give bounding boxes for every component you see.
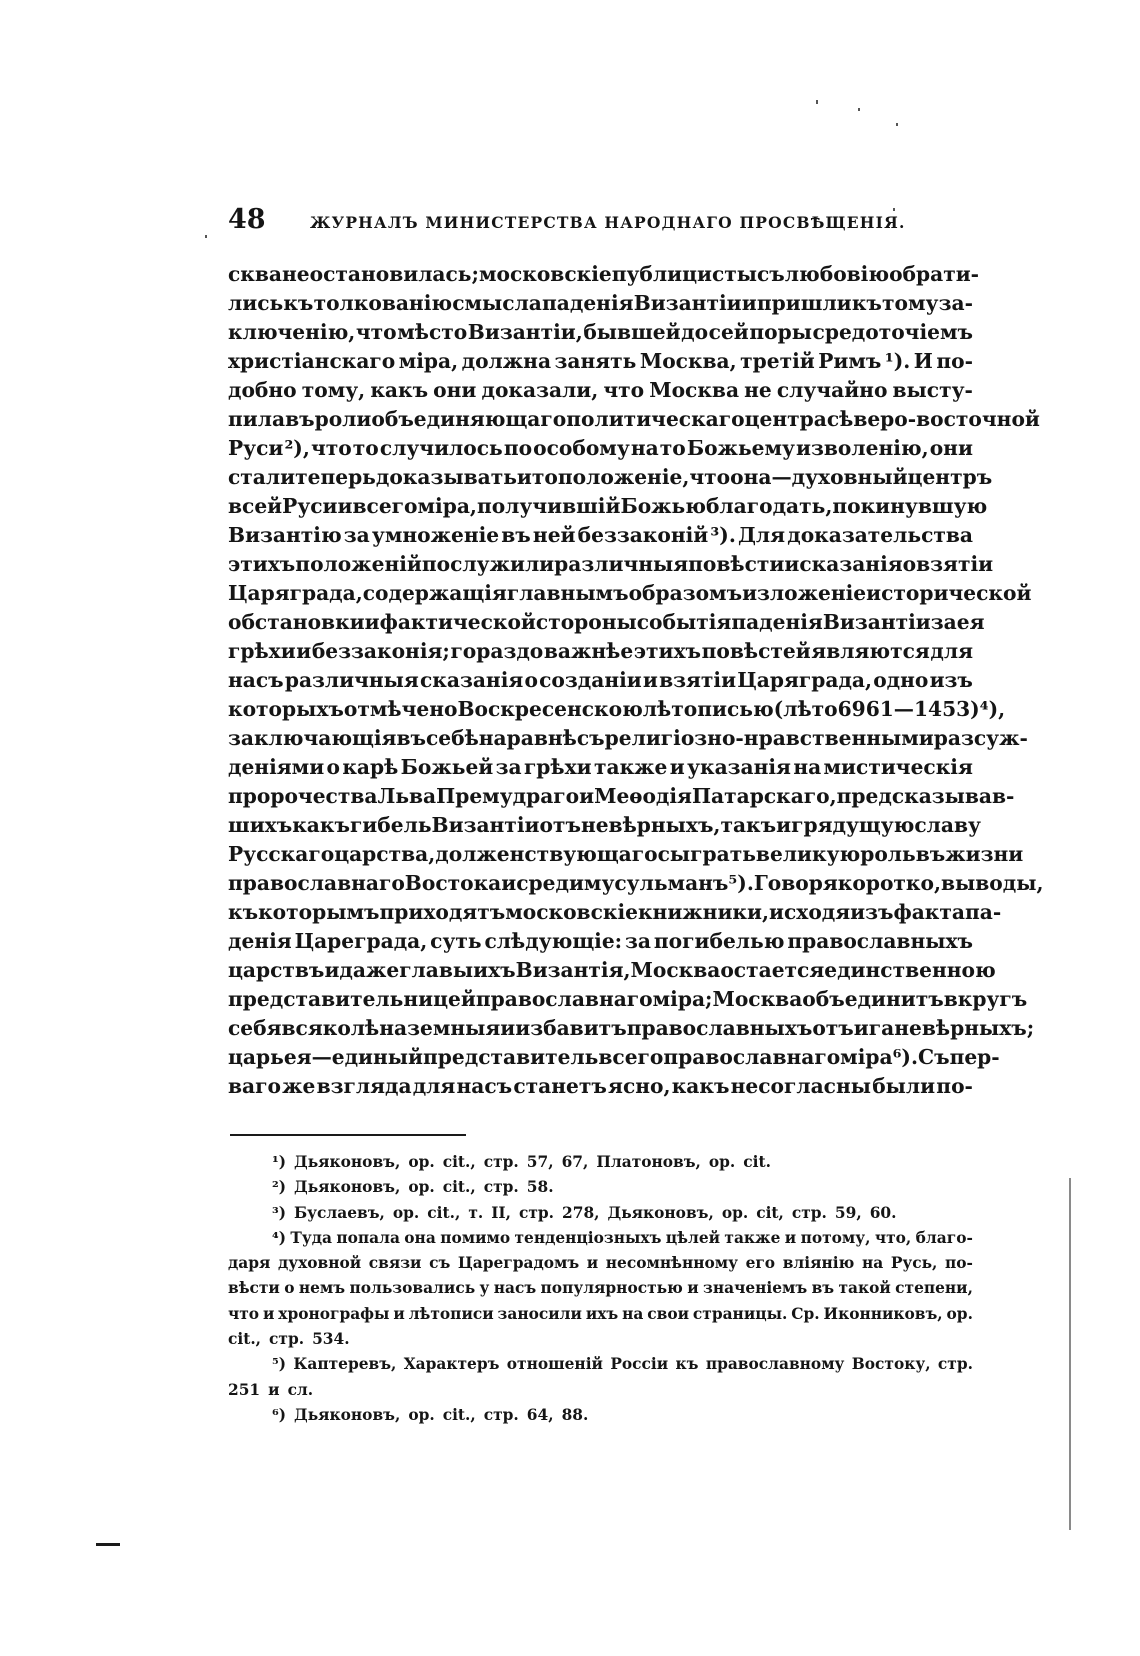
page-header xyxy=(228,204,973,244)
footnote-line: ¹) Дьяконовъ, op. cit., стр. 57, 67, Платоновъ, op. cit. xyxy=(272,1153,771,1171)
text-line: представительницей православнаго міра; Москва объединитъ вкругъ xyxy=(228,987,1028,1011)
text-line: обстановки и фактической стороны событія паденія Византіи за ея xyxy=(228,610,985,634)
text-line: насъ различныя сказанія о созданіи и взятіи Царяграда, одно изъ xyxy=(228,668,973,692)
footnote-line: ³) Буслаевъ, op. cit., т. II, стр. 278, Дьяконовъ, op. cit, стр. 59, 60. xyxy=(272,1203,897,1222)
footnote-line: ²) Дьяконовъ, op. cit., стр. 58. xyxy=(272,1178,554,1197)
text-line: царствъ и даже главы ихъ Византія, Москва остается единственною xyxy=(228,958,996,982)
text-line: деніями о карѣ Божьей за грѣхи также и указанія на мистическія xyxy=(228,755,973,779)
footnote-line: ⁵) Каптеревъ, Характеръ отношеній Россіи къ православному Востоку, стр. xyxy=(272,1355,973,1374)
footnote-line: ⁶) Дьяконовъ, op. cit., стр. 64, 88. xyxy=(272,1405,589,1424)
page-number: 48 xyxy=(228,204,266,235)
footnotes xyxy=(228,1150,973,1428)
text-line: стали теперь доказывать и то положеніе, что она—духовный центръ xyxy=(228,465,993,489)
text-line: этихъ положеній послужили различныя повѣсти и сказанія о взятіи xyxy=(228,552,994,576)
text-line: всей Руси и всего міра, получившій Божью благодать, покинувшую xyxy=(228,494,988,518)
scan-edge-line xyxy=(1069,1178,1071,1530)
text-line: царь ея—единый представитель всего православнаго міра ⁶). Съ пер- xyxy=(228,1045,1000,1069)
footnote-separator xyxy=(230,1134,466,1136)
text-line: христіанскаго міра, должна занять Москва, третій Римъ ¹). И по- xyxy=(228,349,973,373)
text-line: пила въ роли объединяющаго политическаго центра сѣверо-восточной xyxy=(228,407,1040,431)
scan-speck xyxy=(858,108,860,111)
footnote-line: вѣсти о немъ пользовались у насъ популярностью и значеніемъ въ такой степени, xyxy=(228,1279,973,1298)
footnote-line: что и хронографы и лѣтописи заносили ихъ на свои страницы. Ср. Иконниковъ, op. xyxy=(228,1304,973,1323)
scan-speck xyxy=(893,208,895,211)
text-line: Русскаго царства, долженствующаго сыграть великую роль въ жизни xyxy=(228,842,1024,866)
text-line: шихъ какъ гибель Византіи отъ невѣрныхъ, такъ и грядущую славу xyxy=(228,813,981,837)
text-line: ключенію, что мѣсто Византіи, бывшей до сей поры средоточіемъ xyxy=(228,320,973,344)
text-line: денія Цареграда, суть слѣдующіе: за погибелью православныхъ xyxy=(228,929,973,953)
scan-speck xyxy=(896,123,898,126)
text-line: себя вся колѣна земныя и избавитъ православныхъ отъ ига невѣрныхъ; xyxy=(228,1016,1035,1040)
text-line: къ которымъ приходятъ московскіе книжники, исходя изъ факта па- xyxy=(228,900,1002,924)
text-line: сква не остановилась; московскіе публицисты съ любовію обрати- xyxy=(228,262,980,286)
running-title: ЖУРНАЛЪ МИНИСТЕРСТВА НАРОДНАГО ПРОСВѢЩЕНІЯ. xyxy=(310,213,906,232)
text-line: добно тому, какъ они доказали, что Москва не случайно высту- xyxy=(228,378,973,402)
footnote-line: ⁴) Туда попала она помимо тенденціозныхъ цѣлей также и потому, что, благо- xyxy=(272,1228,973,1247)
text-line: ваго же взгляда для насъ станетъ ясно, какъ несогласны были по- xyxy=(228,1074,973,1098)
margin-dash-mark xyxy=(96,1543,120,1546)
text-line: православнаго Востока и среди мусульманъ ⁵). Говоря коротко, выводы, xyxy=(228,871,1044,895)
text-line: пророчества Льва Премудраго и Меѳодія Патарскаго, предсказывав- xyxy=(228,784,1015,808)
text-line: которыхъ отмѣчено Воскресенскою лѣтописью (лѣто 6961—1453) ⁴), xyxy=(228,697,1006,721)
text-line: Руси ²), что то случилось по особому на то Божьему изволенію, они xyxy=(228,436,973,460)
text-line: грѣхи и беззаконія; гораздо важнѣе этихъ повѣстей являются для xyxy=(228,639,973,663)
text-line: лись къ толкованію смысла паденія Византіи и пришли къ тому за- xyxy=(228,291,973,315)
footnote-line: cit., стр. 534. xyxy=(228,1330,350,1349)
text-line: Византію за умноженіе въ ней беззаконій ³). Для доказательства xyxy=(228,523,973,547)
footnote-line: 251 и сл. xyxy=(228,1380,314,1399)
text-line: заключающія въ себѣ наравнѣ съ религіозно-нравственными разсуж- xyxy=(228,726,1028,750)
footnote-line: даря духовной связи съ Цареградомъ и несомнѣнному его вліянію на Русь, по- xyxy=(228,1254,973,1273)
scan-speck xyxy=(205,235,207,238)
text-line: Царяграда, содержащія главнымъ образомъ изложеніе исторической xyxy=(228,581,1032,605)
main-text xyxy=(228,260,1044,1101)
scan-speck xyxy=(816,100,818,104)
